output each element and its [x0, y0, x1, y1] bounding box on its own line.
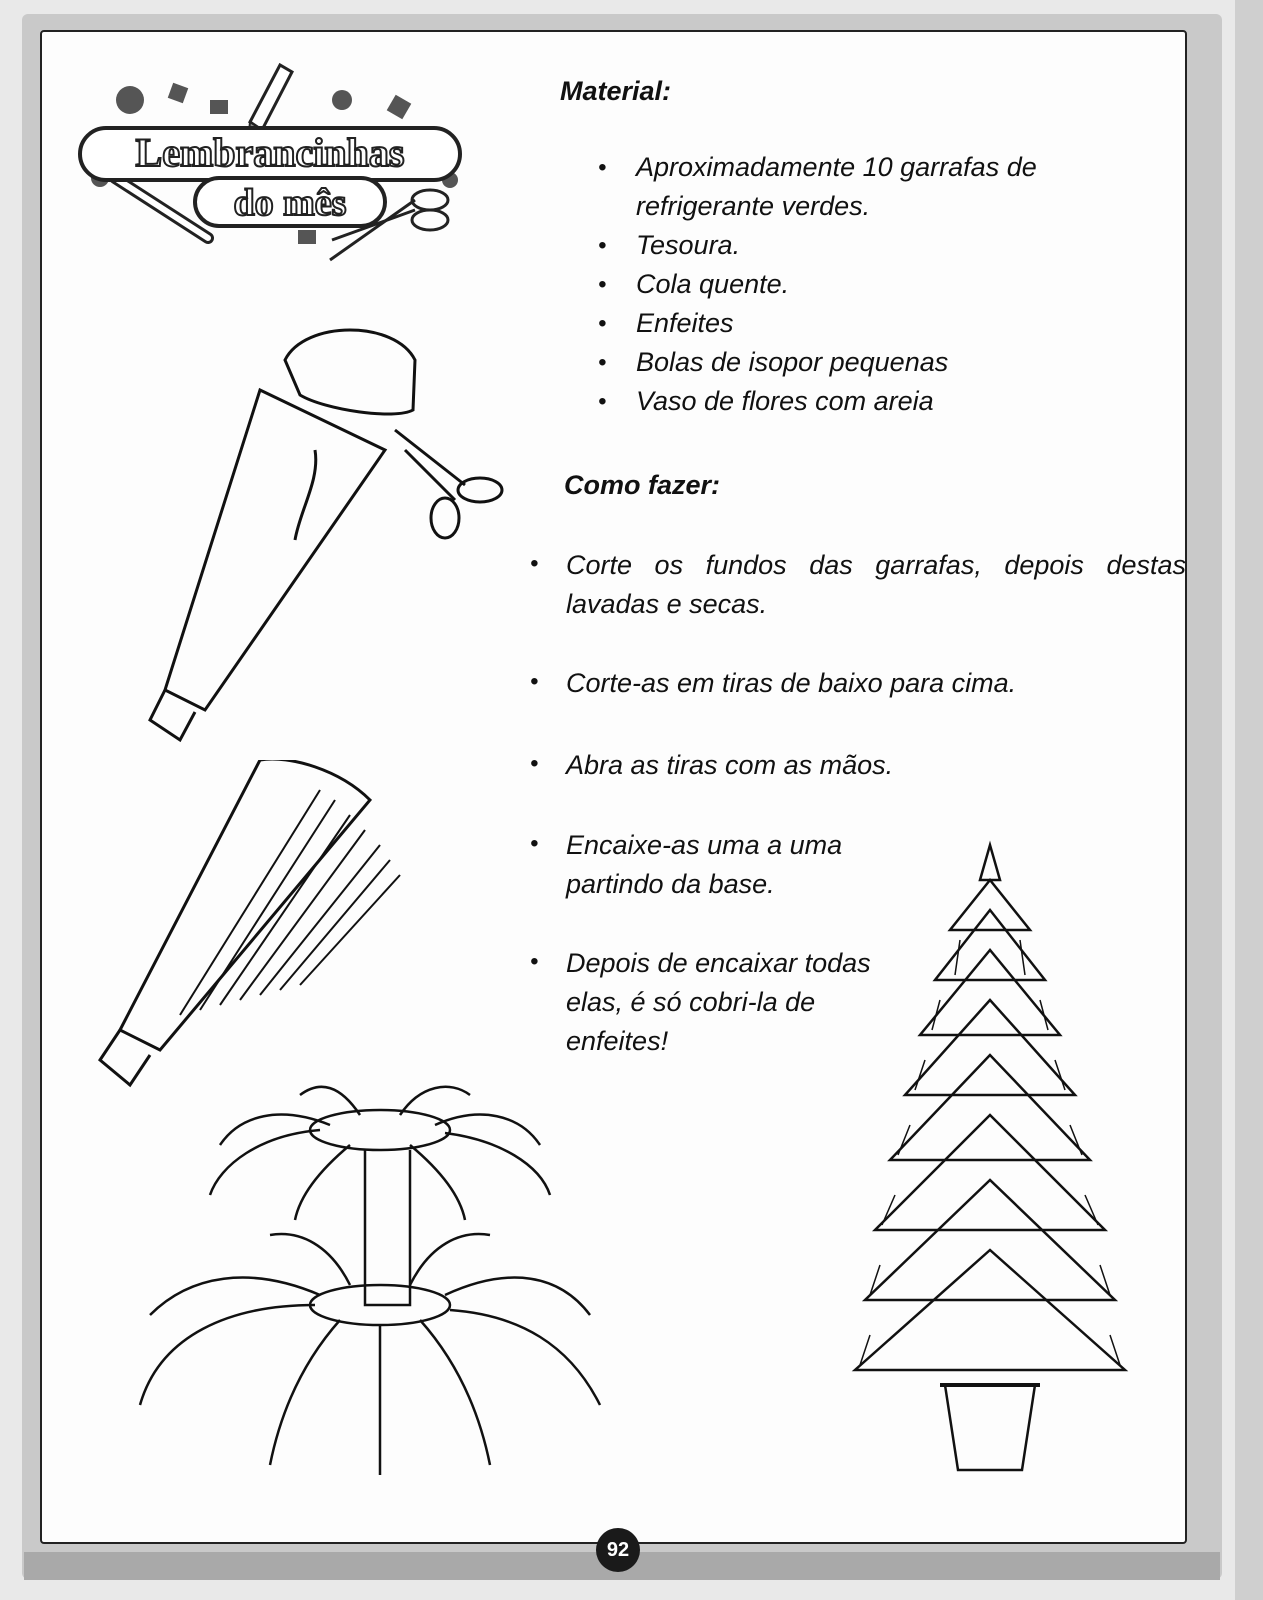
confetti-shape — [210, 100, 228, 114]
tree-layers — [855, 880, 1125, 1370]
material-heading: Material: — [560, 76, 672, 106]
bottle-body — [165, 390, 385, 710]
upper-strips — [210, 1087, 550, 1220]
step-item: • Abra as tiras com as mãos. — [530, 746, 1186, 785]
lembrancinhas-logo — [70, 60, 470, 275]
confetti-shape — [332, 90, 352, 110]
material-item: • Aproximadamente 10 garrafas de refrigerante verdes. — [598, 148, 1158, 226]
bottle-strips-illustration — [90, 760, 450, 1110]
material-list — [598, 148, 1158, 421]
material-item: • Enfeites — [598, 304, 1158, 343]
step-item: • Depois de encaixar todas elas, é só cobri-la de enfeites! — [530, 944, 906, 1061]
flower-pot — [945, 1385, 1035, 1470]
upper-ring — [310, 1110, 450, 1150]
bottle-bottom-piece — [285, 330, 415, 414]
bottle-highlight — [295, 450, 316, 540]
howto-heading: Como fazer: — [564, 470, 721, 500]
confetti-shape — [387, 95, 412, 120]
step-item: • Corte os fundos das garrafas, depois destas lavadas e secas. — [530, 546, 1186, 624]
page-edge — [1235, 0, 1263, 1600]
step-item: • Encaixe-as uma a uma partindo da base. — [530, 826, 916, 904]
confetti-shape — [168, 83, 189, 104]
center-neck — [365, 1150, 410, 1305]
material-item: • Vaso de flores com areia — [598, 382, 1158, 421]
tree-top — [980, 845, 1000, 880]
logo-title-line1: Lembrancinhas — [135, 130, 405, 175]
material-item: • Bolas de isopor pequenas — [598, 343, 1158, 382]
logo-title-line2: do mês — [233, 182, 347, 224]
confetti-shape — [116, 86, 144, 114]
lower-strips — [140, 1234, 600, 1475]
bottle-strips — [180, 790, 400, 1015]
opened-strips-illustration — [80, 1075, 620, 1485]
confetti-shape — [298, 230, 316, 244]
scissors-icon — [395, 430, 502, 538]
bottle-tree-illustration — [840, 840, 1140, 1490]
material-item: • Tesoura. — [598, 226, 1158, 265]
material-item: • Cola quente. — [598, 265, 1158, 304]
bottle-neck — [150, 690, 195, 740]
bottle-cut-illustration — [95, 300, 515, 760]
page-number-badge: 92 — [596, 1528, 640, 1572]
step-item: • Corte-as em tiras de baixo para cima. — [530, 664, 1186, 703]
